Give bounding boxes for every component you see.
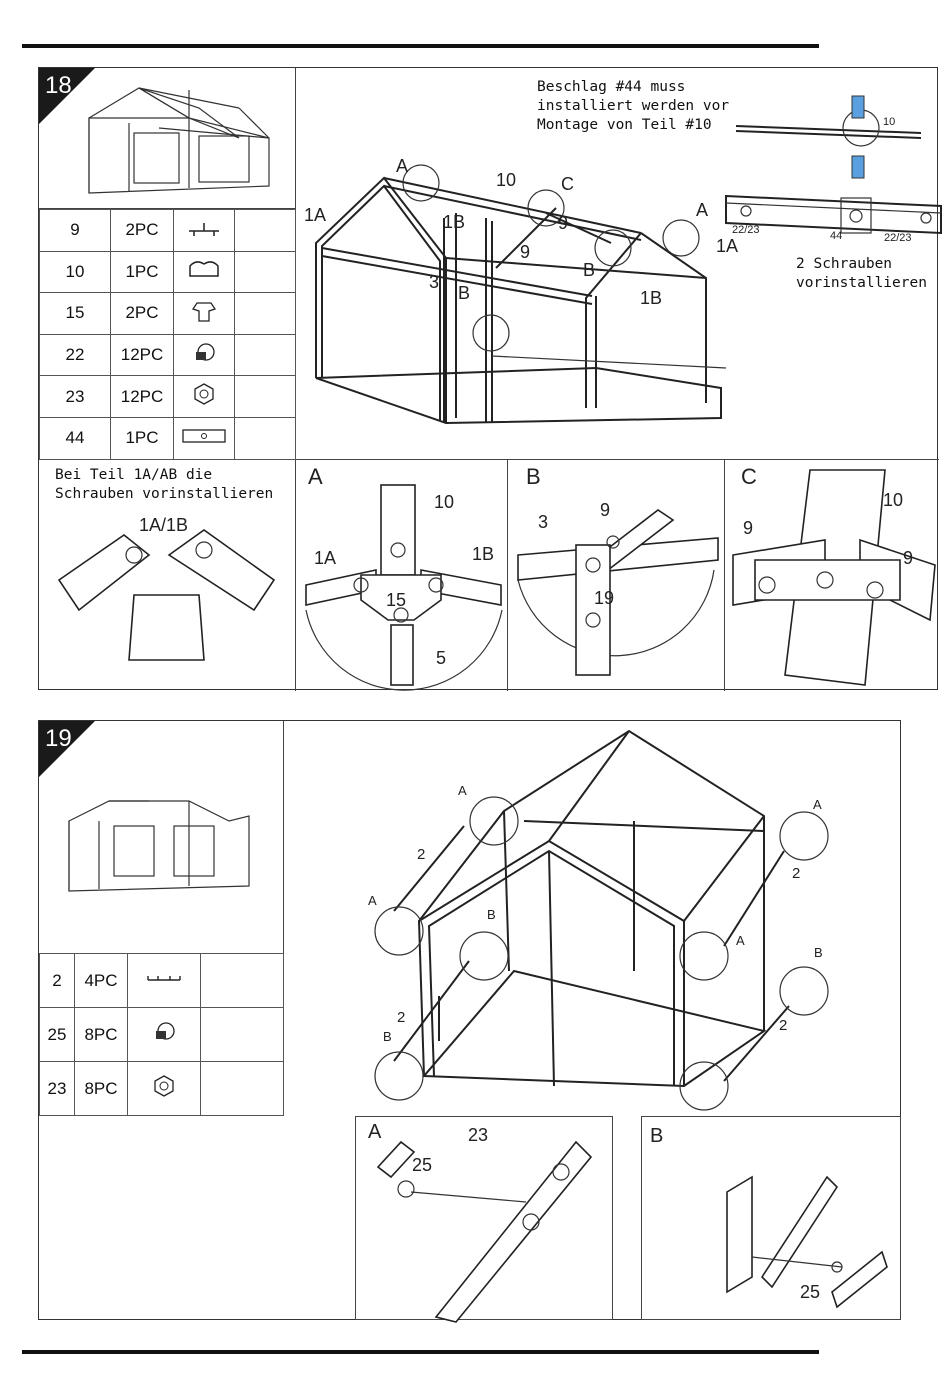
label-10: 10 bbox=[496, 170, 517, 190]
bracket-44-icon bbox=[174, 417, 235, 459]
detail-a-1a: 1A bbox=[314, 548, 337, 568]
parts-row bbox=[40, 1062, 284, 1116]
note-preinstall-screws: 2 Schrauben vorinstallieren bbox=[796, 256, 927, 291]
detail-a-15: 15 bbox=[386, 590, 407, 610]
detail-c-title: C bbox=[741, 464, 757, 489]
parts-row bbox=[40, 954, 284, 1008]
part-number: 15 bbox=[40, 293, 111, 335]
part-empty-cell bbox=[235, 334, 296, 376]
part-empty-cell bbox=[201, 954, 284, 1008]
bottom-rule bbox=[22, 1350, 819, 1354]
part-number: 25 bbox=[40, 1008, 75, 1062]
label-3: 3 bbox=[429, 272, 440, 292]
detail-a-drawing bbox=[296, 460, 508, 691]
label-2-top-left: 2 bbox=[417, 846, 426, 863]
detail-a-title: A bbox=[368, 1121, 382, 1143]
detail-1a-1b bbox=[39, 460, 296, 691]
nut-23-icon bbox=[174, 376, 235, 418]
greenhouse-thumbnail bbox=[39, 68, 296, 209]
label-1b-left: 1B bbox=[443, 212, 466, 232]
part-empty-cell bbox=[235, 293, 296, 335]
step-19-main-drawing bbox=[284, 721, 902, 1116]
step-19-parts-table bbox=[39, 953, 284, 1116]
part-empty-cell bbox=[235, 210, 296, 252]
label-b-right: B bbox=[814, 945, 823, 960]
label-9-center: 9 bbox=[558, 213, 569, 233]
part-quantity: 12PC bbox=[111, 376, 174, 418]
detail-a-10: 10 bbox=[434, 492, 455, 512]
part-empty-cell bbox=[235, 376, 296, 418]
top-rule bbox=[22, 44, 819, 48]
part-number: 23 bbox=[40, 376, 111, 418]
part-number: 23 bbox=[40, 1062, 75, 1116]
label-a-right: A bbox=[736, 933, 745, 948]
greenhouse-side-rails-drawing bbox=[284, 721, 902, 1116]
label-inset-22-23-left: 22/23 bbox=[732, 224, 760, 236]
step-18-panel bbox=[38, 67, 938, 690]
detail-b-drawing bbox=[508, 460, 725, 691]
label-inset-22-23-right: 22/23 bbox=[884, 232, 912, 244]
label-2-bottom-left: 2 bbox=[397, 1009, 406, 1026]
label-a-left: A bbox=[368, 893, 377, 908]
plate-15-icon bbox=[174, 293, 235, 335]
label-b-right: B bbox=[583, 260, 596, 280]
parts-row bbox=[40, 251, 296, 293]
step-19-detail-b bbox=[641, 1116, 901, 1320]
detail-c-9-right: 9 bbox=[903, 548, 914, 568]
step-18-thumbnail-cell bbox=[39, 68, 296, 209]
bolt-22-icon bbox=[174, 334, 235, 376]
detail-b bbox=[508, 460, 725, 691]
part-empty-cell bbox=[201, 1008, 284, 1062]
parts-row bbox=[40, 1008, 284, 1062]
step-19-detail-a bbox=[355, 1116, 613, 1320]
part-number: 22 bbox=[40, 334, 111, 376]
part-empty-cell bbox=[235, 251, 296, 293]
label-1b-right: 1B bbox=[640, 288, 663, 308]
part-empty-cell bbox=[235, 417, 296, 459]
parts-row bbox=[40, 376, 296, 418]
step-number: 18 bbox=[45, 72, 72, 99]
part-quantity: 1PC bbox=[111, 417, 174, 459]
detail-b-drawing bbox=[642, 1117, 902, 1321]
parts-row bbox=[40, 417, 296, 459]
note-detail-1a: Bei Teil 1A/AB die Schrauben vorinstallieren bbox=[55, 467, 274, 502]
label-2-bottom-right: 2 bbox=[779, 1017, 788, 1034]
part-quantity: 1PC bbox=[111, 251, 174, 293]
part-number: 44 bbox=[40, 417, 111, 459]
detail-b-3: 3 bbox=[538, 512, 549, 532]
label-inset-10: 10 bbox=[883, 116, 896, 128]
bolt-25-icon bbox=[128, 1008, 201, 1062]
part-empty-cell bbox=[201, 1062, 284, 1116]
parts-row bbox=[40, 293, 296, 335]
detail-a-title: A bbox=[308, 464, 323, 489]
label-inset-44: 44 bbox=[830, 230, 843, 242]
detail-a-5: 5 bbox=[436, 648, 447, 668]
step-number: 19 bbox=[45, 725, 72, 752]
parts-row bbox=[40, 210, 296, 252]
part-quantity: 2PC bbox=[111, 293, 174, 335]
part-number: 2 bbox=[40, 954, 75, 1008]
greenhouse-thumbnail bbox=[39, 721, 284, 953]
detail-a-25: 25 bbox=[412, 1155, 433, 1175]
part-quantity: 4PC bbox=[75, 954, 128, 1008]
part-number: 9 bbox=[40, 210, 111, 252]
detail-c-9-left: 9 bbox=[743, 518, 754, 538]
detail-b-title: B bbox=[650, 1125, 664, 1147]
detail-b-25: 25 bbox=[800, 1282, 821, 1302]
detail-c-drawing bbox=[725, 460, 939, 691]
detail-a-drawing bbox=[356, 1117, 614, 1321]
detail-c bbox=[725, 460, 939, 691]
label-1a-1b: 1A/1B bbox=[139, 515, 189, 535]
note-bracket-44: Beschlag #44 muss installiert werden vor Montage von Teil #10 bbox=[537, 79, 730, 133]
label-2-top-right: 2 bbox=[792, 865, 801, 882]
label-9-left: 9 bbox=[520, 242, 531, 262]
detail-a-23: 23 bbox=[468, 1125, 489, 1145]
parts-row bbox=[40, 334, 296, 376]
label-c: C bbox=[561, 174, 574, 194]
joint-10-icon bbox=[174, 251, 235, 293]
step-19-thumbnail-cell bbox=[39, 721, 284, 953]
label-a-top-left: A bbox=[458, 783, 467, 798]
part-number: 10 bbox=[40, 251, 111, 293]
part-quantity: 12PC bbox=[111, 334, 174, 376]
step-18-parts-table bbox=[39, 209, 296, 460]
rail-2-icon bbox=[128, 954, 201, 1008]
detail-a bbox=[296, 460, 508, 691]
step-18-main-drawing bbox=[296, 68, 939, 460]
detail-b-19: 19 bbox=[594, 588, 615, 608]
detail-a-1b: 1B bbox=[472, 544, 495, 564]
step-19-panel bbox=[38, 720, 901, 1320]
label-b-bottom-left: B bbox=[383, 1029, 392, 1044]
part-quantity: 8PC bbox=[75, 1062, 128, 1116]
detail-1a-1b-drawing bbox=[39, 460, 296, 691]
part-quantity: 8PC bbox=[75, 1008, 128, 1062]
label-a-left: A bbox=[396, 156, 409, 176]
bracket-9-icon bbox=[174, 210, 235, 252]
detail-b-title: B bbox=[526, 464, 541, 489]
nut-23-icon bbox=[128, 1062, 201, 1116]
label-b-left: B bbox=[487, 907, 496, 922]
detail-b-9: 9 bbox=[600, 500, 611, 520]
part-quantity: 2PC bbox=[111, 210, 174, 252]
label-a-top-right: A bbox=[813, 797, 822, 812]
label-1a-right: 1A bbox=[716, 236, 739, 256]
detail-c-10: 10 bbox=[883, 490, 904, 510]
label-a-right: A bbox=[696, 200, 709, 220]
label-1a-left: 1A bbox=[304, 205, 327, 225]
label-b-left: B bbox=[458, 283, 471, 303]
